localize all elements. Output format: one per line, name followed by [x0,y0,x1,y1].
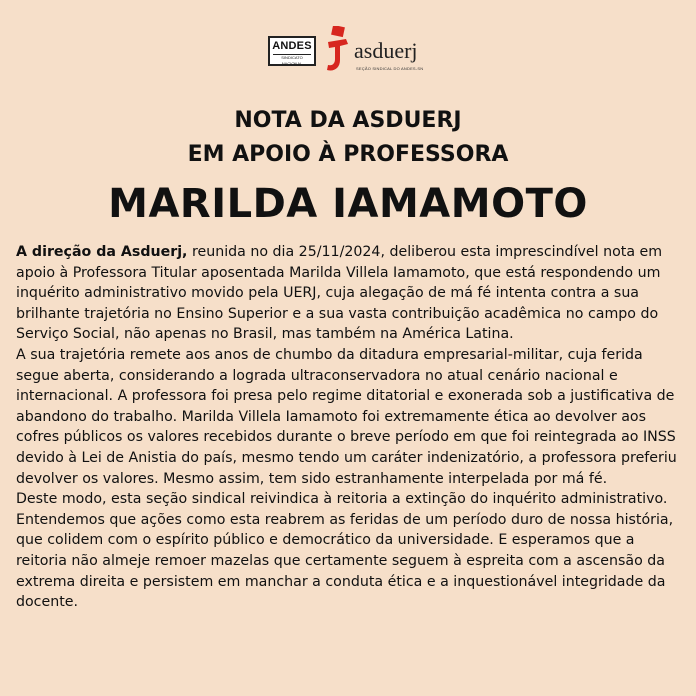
paragraph-2: A sua trajetória remete aos anos de chumbo da ditadura empresarial-militar, cuja ferida segue aberta, considerando a lograda ultraconservadora no atual cenário nacional e internacional. A professora foi presa pelo regime ditatorial e exonerada sob a justificativa de abandono do trabalho. Marilda Villela Iamamoto foi extremamente ética ao devolver aos cofres públicos os valores recebidos durante o breve período em que foi reintegrada ao INSS devido à Lei de Anistia do país, mesmo tendo um caráter indenizatório, a professora preferiu devolver os valores. Mesmo assim, tem sido estranhamente interpelada por má fé. [16,346,677,487]
title-professor-name: MARILDA IAMAMOTO [108,181,588,227]
header-logos [0,26,696,76]
title-line-2: EM APOIO À PROFESSORA [187,142,509,167]
title-line-1: NOTA DA ASDUERJ [234,108,462,133]
andes-logo [268,36,316,66]
asduerj-logo-name: asduerj [354,38,418,63]
paragraph-3: Deste modo, esta seção sindical reivindica à reitoria a extinção do inquérito administrativo. Entendemos que ações como esta reabrem as feridas de um período duro de nossa história, que colidem com o espírito público e democrático da universidade. E esperamos que a reitoria não almeje remoer mazelas que certamente seguem à espreita com a ascensão da extrema direita e persistem em manchar a conduta ética e a inquestionável integridade da docente. [16,491,674,611]
paragraph-1-text: reunida no dia 25/11/2024, deliberou esta imprescindível nota em apoio à Professora Titular aposentada Marilda Villela Iamamoto, que está respondendo um inquérito administrativo movido pela UERJ, cuja alegação de má fé intenta contra a sua brilhante trajetória no Ensino Superior e a sua vasta contribuição acadêmica no campo do Serviço Social, não apenas no Brasil, mas também na América Latina. [16,244,663,343]
paragraph-1 [16,242,686,345]
paragraph-1-lead: A direção da Asduerj, [16,244,188,260]
andes-logo-subtitle: SINDICATO NACIONAL [273,54,311,67]
asduerj-logo-subtitle: SEÇÃO SINDICAL DO ANDES-SN [356,66,424,71]
andes-logo-name: ANDES [272,40,312,52]
asduerj-logo-icon [324,26,354,74]
note-body [16,242,686,613]
